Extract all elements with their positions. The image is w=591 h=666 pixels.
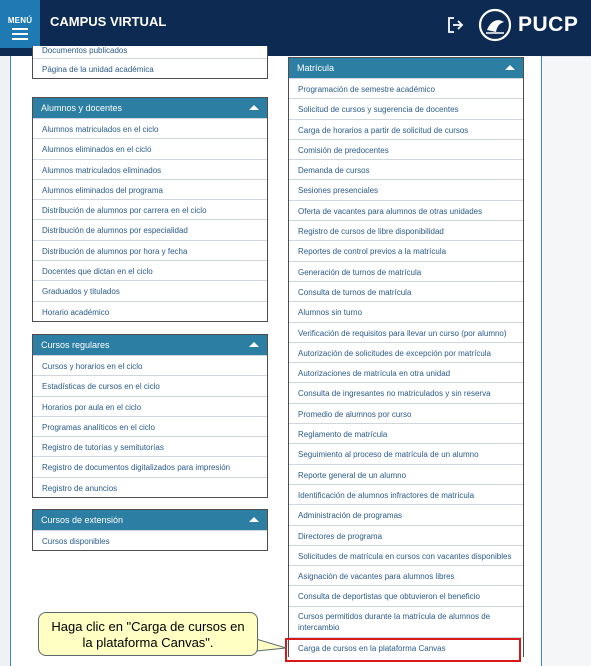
list-item[interactable]: Cursos disponibles: [33, 530, 267, 550]
list-item[interactable]: Directores de programa: [289, 525, 523, 545]
panel-header[interactable]: [33, 510, 267, 530]
panel-unidad: [32, 46, 268, 79]
list-item[interactable]: Generación de turnos de matrícula: [289, 261, 523, 281]
instruction-callout: [38, 612, 258, 656]
panel-header[interactable]: [33, 98, 267, 118]
callout-line: la plataforma Canvas".: [82, 635, 214, 650]
list-item[interactable]: Seguimiento al proceso de matrícula de un alumno: [289, 443, 523, 463]
list-item[interactable]: Cursos y horarios en el ciclo: [33, 355, 267, 375]
panel-alumnos-docentes: [32, 97, 268, 322]
panel-title: Cursos regulares: [41, 340, 110, 350]
list-item[interactable]: Verificación de requisitos para llevar un curso (por alumno): [289, 322, 523, 342]
list-item[interactable]: Alumnos matriculados eliminados: [33, 159, 267, 179]
list-item[interactable]: Distribución de alumnos por carrera en el ciclo: [33, 199, 267, 219]
list-item[interactable]: Cursos permitidos durante la matrícula de alumnos de intercambio: [289, 606, 523, 637]
list-item[interactable]: Registro de tutorías y semitutorías: [33, 436, 267, 456]
right-gutter: [542, 56, 591, 666]
list-item[interactable]: Carga de cursos en la plataforma Canvas: [289, 637, 523, 657]
list-item[interactable]: Consulta de deportistas que obtuvieron el beneficio: [289, 585, 523, 605]
panel-cursos-extension: [32, 509, 268, 551]
list-item[interactable]: Graduados y titulados: [33, 280, 267, 300]
list-item[interactable]: Promedio de alumnos por curso: [289, 403, 523, 423]
list-item[interactable]: Documentos publicados: [42, 46, 128, 55]
panel-title: Cursos de extensión: [41, 515, 124, 525]
list-item[interactable]: Registro de documentos digitalizados para impresión: [33, 456, 267, 476]
logout-icon[interactable]: [446, 16, 464, 34]
list-item[interactable]: Consulta de turnos de matrícula: [289, 281, 523, 301]
list-item[interactable]: Alumnos matriculados en el ciclo: [33, 118, 267, 138]
list-item[interactable]: Registro de cursos de libre disponibilidad: [289, 220, 523, 240]
list-item[interactable]: Registro de anuncios: [33, 477, 267, 497]
panel-title: Alumnos y docentes: [41, 103, 123, 113]
list-item[interactable]: Horarios por aula en el ciclo: [33, 396, 267, 416]
list-item[interactable]: Alumnos eliminados del programa: [33, 179, 267, 199]
list-item[interactable]: Carga de horarios a partir de solicitud de cursos: [289, 119, 523, 139]
list-item[interactable]: Autorización de solicitudes de excepción por matrícula: [289, 342, 523, 362]
list-item[interactable]: Comisión de predocentes: [289, 139, 523, 159]
list-item[interactable]: Horario académico: [33, 301, 267, 321]
list-item[interactable]: Solicitud de cursos y sugerencia de docentes: [289, 98, 523, 118]
collapse-caret-icon[interactable]: [505, 65, 515, 70]
panel-cursos-regulares: [32, 334, 268, 498]
list-item[interactable]: Reglamento de matrícula: [289, 423, 523, 443]
list-item[interactable]: Alumnos eliminados en el ciclo: [33, 138, 267, 158]
app-title: CAMPUS VIRTUAL: [50, 14, 167, 29]
list-item[interactable]: Demanda de cursos: [289, 159, 523, 179]
brand-name: PUCP: [518, 13, 579, 36]
collapse-caret-icon[interactable]: [249, 517, 259, 522]
pucp-logo[interactable]: [478, 8, 582, 42]
highlight-box: [285, 638, 521, 662]
list-item[interactable]: Asignación de vacantes para alumnos libres: [289, 565, 523, 585]
callout-line: Haga clic en "Carga de cursos en: [51, 619, 245, 634]
list-item[interactable]: Distribución de alumnos por hora y fecha: [33, 240, 267, 260]
list-item[interactable]: Alumnos sin turno: [289, 301, 523, 321]
list-item[interactable]: Distribución de alumnos por especialidad: [33, 219, 267, 239]
panel-matricula: [288, 57, 524, 657]
list-item[interactable]: Identificación de alumnos infractores de matrícula: [289, 484, 523, 504]
collapse-caret-icon[interactable]: [249, 105, 259, 110]
list-item[interactable]: Página de la unidad académica: [33, 58, 267, 78]
list-item[interactable]: Reporte general de un alumno: [289, 464, 523, 484]
menu-label: MENÚ: [7, 16, 33, 25]
panel-header[interactable]: [289, 58, 523, 78]
panel-title: Matrícula: [297, 63, 335, 73]
list-item[interactable]: Oferta de vacantes para alumnos de otras unidades: [289, 200, 523, 220]
list-item[interactable]: Programación de semestre académico: [289, 78, 523, 98]
list-item[interactable]: Solicitudes de matrícula en cursos con vacantes disponibles: [289, 545, 523, 565]
list-item[interactable]: Administración de programas: [289, 504, 523, 524]
list-item[interactable]: Consulta de ingresantes no matriculados y sin reserva: [289, 382, 523, 402]
menu-button[interactable]: [0, 0, 40, 48]
list-item[interactable]: Autorizaciones de matrícula en otra unidad: [289, 362, 523, 382]
list-item[interactable]: Programas analíticos en el ciclo: [33, 416, 267, 436]
panel-header[interactable]: [33, 335, 267, 355]
hamburger-icon: [12, 28, 28, 43]
list-item[interactable]: Reportes de control previos a la matrícula: [289, 240, 523, 260]
list-item[interactable]: Docentes que dictan en el ciclo: [33, 260, 267, 280]
list-item[interactable]: Sesiones presenciales: [289, 179, 523, 199]
list-item[interactable]: Estadísticas de cursos en el ciclo: [33, 375, 267, 395]
pucp-emblem-icon: [478, 8, 512, 42]
collapse-caret-icon[interactable]: [249, 342, 259, 347]
